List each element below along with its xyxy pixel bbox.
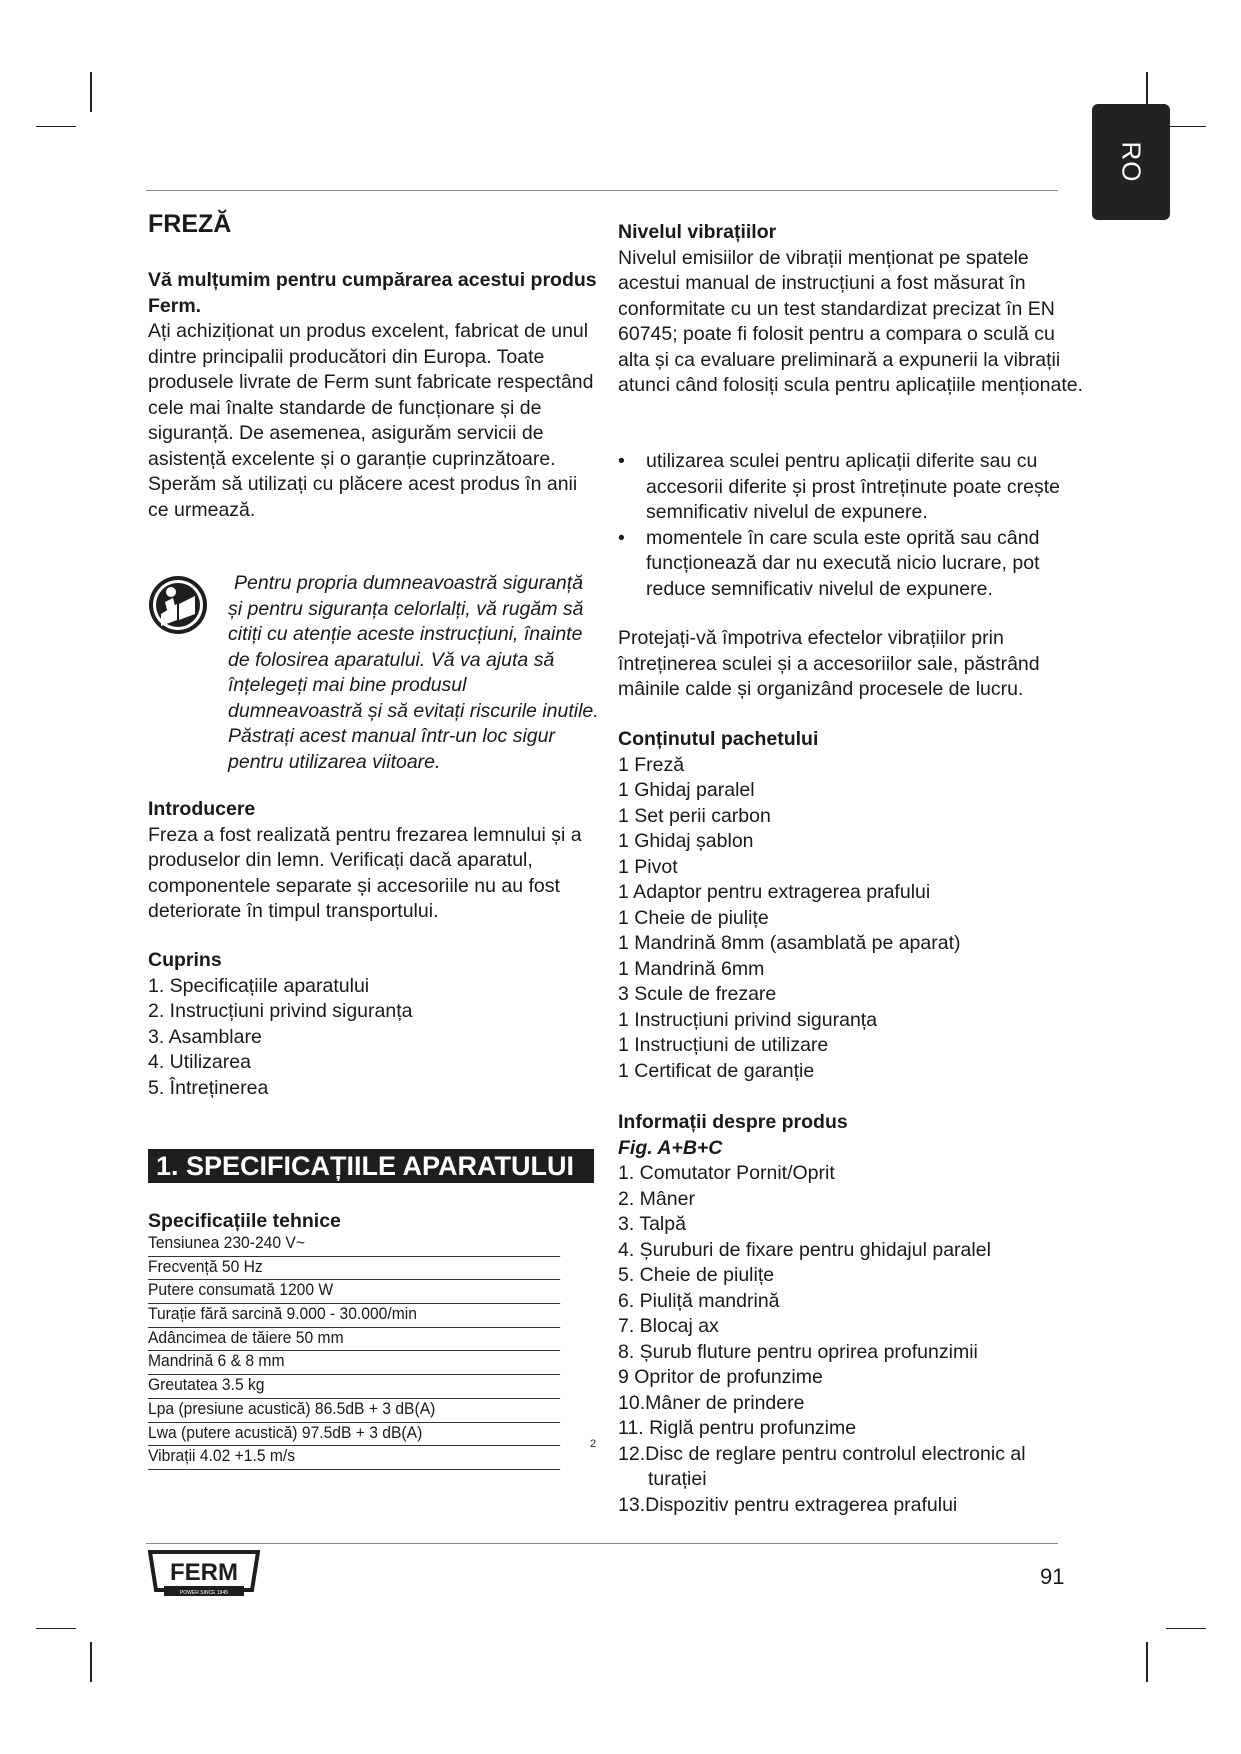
crop-mark [1166,1628,1206,1629]
footer-rule [146,1543,1058,1544]
protect-block [618,626,1088,703]
cuprins-item: 4. Utilizarea [148,1051,251,1073]
product-item: 10.Mâner de prindere [618,1391,805,1414]
page-title: FREZĂ [148,210,232,238]
bullet-item [618,449,1088,526]
product-item: 9 Opritor de profunzime [618,1366,823,1388]
bullet-text: momentele în care scula este oprită sau când funcționează dar nu execută nicio lucrare, pot reduce semnificativ nivelul de expunere. [646,526,1040,600]
crop-mark [36,1628,76,1629]
cuprins-heading: Cuprins [148,949,222,971]
cuprins-item: 2. Instrucțiuni privind siguranța [148,1000,413,1022]
thanks-block [148,268,598,523]
ferm-logo [148,1550,260,1598]
vibration-heading: Nivelul vibrațiilor [618,221,777,243]
header-rule [146,190,1058,191]
spec-row: Vibrații 4.02 +1.5 m/s [148,1446,560,1470]
product-item: 12.Disc de reglare pentru controlul electronic al [618,1442,1026,1465]
product-item-continuation: turației [648,1468,707,1490]
crop-mark [1166,126,1206,127]
section-banner: 1. SPECIFICAȚIILE APARATULUI [148,1149,594,1183]
package-item: 1 Instrucțiuni de utilizare [618,1034,829,1056]
vibration-unit-superscript: 2 [590,1438,597,1450]
package-item: 1 Mandrină 6mm [618,957,765,980]
vibration-block [618,220,1088,399]
package-item: 1 Set perii carbon [618,804,771,827]
package-item: 1 Freză [618,753,685,776]
logo-text: FERM [170,1559,238,1586]
spec-row: Greutatea 3.5 kg [148,1375,560,1399]
vibration-bullets [618,449,1088,602]
introducere-text: Freza a fost realizată pentru frezarea lemnului și a produselor din lemn. Verificați dacă aparatul, componentele separate și accesoriile nu au fost deteriorate în timpul transportului. [148,823,582,922]
package-item: 1 Pivot [618,855,678,878]
package-item: 1 Mandrină 8mm (asamblată pe aparat) [618,932,961,954]
product-item: 8. Șurub fluture pentru oprirea profunzimii [618,1340,978,1363]
package-item: 3 Scule de frezare [618,983,777,1005]
protect-text: Protejați-vă împotriva efectelor vibrațiilor prin întreținerea sculei și a accesoriilor sale, păstrând mâinile calde și organizând procesele de lucru. [618,627,1040,700]
crop-mark [90,1642,92,1682]
cuprins-item: 1. Specificațiile aparatului [148,974,370,997]
product-item: 1. Comutator Pornit/Oprit [618,1162,835,1184]
product-item: 5. Cheie de piulițe [618,1264,775,1286]
package-item: 1 Cheie de piulițe [618,906,769,929]
specs-table [148,1233,596,1470]
package-item: 1 Ghidaj paralel [618,779,755,801]
package-item: 1 Adaptor pentru extragerea prafului [618,881,931,903]
logo-subtext: POWER SINCE 1945 [179,1590,229,1596]
crop-mark [1146,1642,1148,1682]
product-item: 4. Șuruburi de fixare pentru ghidajul paralel [618,1238,991,1261]
package-block [618,727,1088,1084]
bullet-dot-icon: • [618,450,625,472]
cuprins-item: 5. Întreținerea [148,1076,269,1099]
spec-row: Mandrină 6 & 8 mm [148,1351,560,1375]
language-tab-label: RO [1116,141,1147,183]
spec-row: Frecvență 50 Hz [148,1257,560,1281]
package-item: 1 Certificat de garanție [618,1059,815,1082]
introducere-block [148,797,598,925]
left-column [148,212,598,238]
product-item: 2. Mâner [618,1187,695,1210]
product-item: 11. Riglă pentru profunzime [618,1417,857,1439]
bullet-dot-icon: • [618,526,625,549]
product-heading: Informații despre produs [618,1111,848,1133]
product-item: 3. Talpă [618,1213,686,1235]
package-heading: Conținutul pachetului [618,728,819,750]
cuprins-item: 3. Asamblare [148,1025,262,1048]
page-number: 91 [1040,1564,1065,1589]
spec-row: Putere consumată 1200 W [148,1280,560,1304]
vibration-text: Nivelul emisiilor de vibrații menționat pe spatele acestui manual de instrucțiuni a fost măsurat în conformitate cu un test standardizat precizat în EN 60745; poate fi folosit pentru a compara o sculă cu alta și ca evaluare preliminară a expunerii la vibrații atunci când folosiți scula pentru aplicațiile menționate. [618,246,1084,396]
language-tab [1092,104,1170,220]
read-manual-icon [147,574,209,636]
safety-note-text: Pentru propria dumneavoastră siguranță și pentru siguranța celorlalți, vă rugăm să citiți cu atenție aceste instrucțiuni, înainte de folosirea aparatului. Vă va ajuta să înțelegeți mai bine produsul dumneavoastră și să evitați riscurile inutile. Păstrați acest manual într-un loc sigur pentru utilizarea viitoare. [228,572,599,773]
product-block [618,1110,1088,1518]
cuprins-block [148,948,598,1101]
thanks-heading: Vă mulțumim pentru cumpărarea acestui produs Ferm. [148,269,597,317]
bullet-text: utilizarea sculei pentru aplicații diferite sau cu accesorii diferite și prost întreținute poate crește semnificativ nivelul de expunere. [646,450,1061,523]
figure-reference: Fig. A+B+C [618,1136,723,1159]
package-item: 1 Ghidaj șablon [618,830,754,852]
product-item: 13.Dispozitiv pentru extragerea prafului [618,1493,958,1516]
safety-note [228,571,600,775]
introducere-heading: Introducere [148,798,256,820]
spec-row: Adâncimea de tăiere 50 mm [148,1328,560,1352]
spec-row: Tensiunea 230-240 V~ [148,1233,560,1257]
package-item: 1 Instrucțiuni privind siguranța [618,1008,878,1031]
crop-mark [36,126,76,127]
product-item: 7. Blocaj ax [618,1315,719,1337]
product-item: 6. Piuliță mandrină [618,1289,780,1312]
spec-row: Turație fără sarcină 9.000 - 30.000/min [148,1304,560,1328]
bullet-item [618,526,1088,603]
hope-paragraph: Sperăm să utilizați cu plăcere acest produs în anii ce urmează. [148,473,578,521]
intro-paragraph: Ați achiziționat un produs excelent, fabricat de unul dintre principalii producători din Europa. Toate produsele livrate de Ferm sunt fabricate respectând cele mai înalte standarde de funcționare și de siguranță. De asemenea, asigurăm servicii de asistență excelente și o garanție cuprinzătoare. [148,320,594,470]
specs-heading: Specificațiile tehnice [148,1210,341,1232]
crop-mark [90,72,92,112]
spec-row: Lpa (presiune acustică) 86.5dB + 3 dB(A) [148,1399,560,1423]
spec-row: Lwa (putere acustică) 97.5dB + 3 dB(A) [148,1423,560,1447]
